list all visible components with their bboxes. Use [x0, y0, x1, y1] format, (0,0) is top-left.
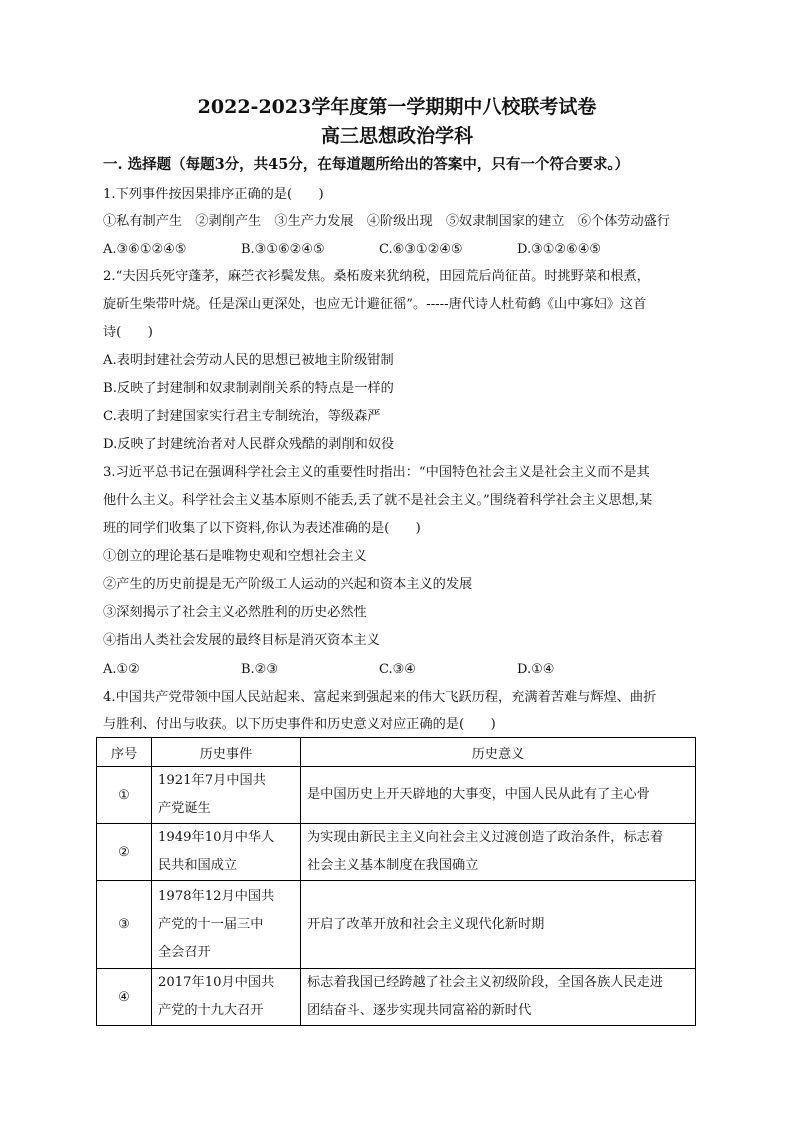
q3-item-3: ③深刻揭示了社会主义必然胜利的历史必然性 [103, 605, 367, 620]
header-meaning: 历史意义 [301, 738, 696, 767]
q2-stem-line3: 诗( ) [103, 325, 153, 340]
q3-option-a[interactable]: A.①② [103, 662, 140, 677]
q3-stem-line3: 班的同学们收集了以下资料,你认为表述准确的是( ) [103, 521, 421, 536]
q1-option-b[interactable]: B.③①⑥②④⑤ [241, 242, 325, 257]
q3-item-2: ②产生的历史前提是无产阶级工人运动的兴起和资本主义的发展 [103, 577, 473, 592]
event-line: 2017年10月中国共 [158, 975, 275, 990]
exam-subtitle: 高三思想政治学科 [320, 125, 473, 147]
row-meaning [301, 969, 696, 1026]
row-number: ③ [97, 881, 152, 969]
q1-stem: 1.下列事件按因果排序正确的是( ) [103, 187, 324, 202]
q2-option-a[interactable]: A.表明封建社会劳动人民的思想已被地主阶级钳制 [103, 353, 394, 368]
table-header-row [97, 738, 696, 767]
event-line: 民共和国成立 [158, 858, 238, 873]
row-number: ① [97, 767, 152, 824]
q4-stem-line2: 与胜利、付出与收获。以下历史事件和历史意义对应正确的是( ) [103, 717, 496, 732]
q2-option-c[interactable]: C.表明了封建国家实行君主专制统治，等级森严 [103, 409, 381, 424]
table-row [97, 767, 696, 824]
row-event [152, 881, 301, 969]
header-no: 序号 [97, 738, 152, 767]
meaning-line: 开启了改革开放和社会主义现代化新时期 [307, 916, 545, 932]
row-number: ② [97, 824, 152, 881]
q3-option-d[interactable]: D.①④ [517, 662, 555, 677]
exam-title: 2022-2023学年度第一学期期中八校联考试卷 [197, 96, 597, 118]
row-event [152, 969, 301, 1026]
meaning-line: 团结奋斗、逐步实现共同富裕的新时代 [307, 1003, 532, 1018]
q3-option-b[interactable]: B.②③ [241, 662, 278, 677]
event-line: 1921年7月中国共 [158, 773, 266, 788]
row-number: ④ [97, 969, 152, 1026]
event-line: 1978年12月中国共 [158, 888, 275, 904]
row-meaning [301, 824, 696, 881]
q2-option-b[interactable]: B.反映了封建制和奴隶制剥削关系的特点是一样的 [103, 381, 394, 396]
q2-stem-line1: 2.“夫因兵死守蓬茅，麻苎衣衫鬓发焦。桑柘废来犹纳税，田园荒后尚征苗。时挑野菜和根煮， [103, 269, 650, 284]
row-meaning [301, 881, 696, 969]
history-table [96, 737, 696, 1026]
q1-option-d[interactable]: D.③①②⑥④⑤ [517, 242, 602, 257]
q2-option-d[interactable]: D.反映了封建统治者对人民群众残酷的剥削和奴役 [103, 437, 395, 452]
event-line: 全会召开 [158, 944, 211, 960]
table-row [97, 824, 696, 881]
event-line: 产党的十九大召开 [158, 1003, 264, 1018]
section-heading: 一. 选择题（每题3分，共45分，在每道题所给出的答案中，只有一个符合要求。） [103, 156, 630, 173]
table-row [97, 969, 696, 1026]
row-meaning [301, 767, 696, 824]
q3-item-4: ④指出人类社会发展的最终目标是消灭资本主义 [103, 633, 380, 648]
q4-stem-line1: 4.中国共产党带领中国人民站起来、富起来到强起来的伟大飞跃历程，充满着苦难与辉煌、曲折 [103, 690, 657, 705]
q3-stem-line2: 他什么主义。科学社会主义基本原则不能丢,丢了就不是社会主义。”围绕着科学社会主义思想,某 [103, 493, 653, 508]
q3-option-c[interactable]: C.③④ [379, 662, 416, 677]
event-line: 1949年10月中华人 [158, 830, 275, 845]
q1-option-c[interactable]: C.⑥③①②④⑤ [379, 242, 463, 257]
q2-stem-line2: 旋斫生柴带叶烧。任是深山更深处，也应无计避征徭”。-----唐代诗人杜荀鹤《山中寡妇》这首 [103, 297, 647, 312]
q3-stem-line1: 3.习近平总书记在强调科学社会主义的重要性时指出：“中国特色社会主义是社会主义而不是其 [103, 465, 650, 480]
meaning-line: 社会主义基本制度在我国确立 [307, 858, 479, 873]
header-event: 历史事件 [152, 738, 301, 767]
table-row [97, 881, 696, 969]
row-event [152, 767, 301, 824]
event-line: 产党诞生 [158, 801, 211, 816]
meaning-line: 标志着我国已经跨越了社会主义初级阶段，全国各族人民走进 [307, 975, 664, 990]
event-line: 产党的十一届三中 [158, 916, 264, 932]
q1-option-a[interactable]: A.③⑥①②④⑤ [103, 242, 187, 257]
q1-items: ①私有制产生 ②剥削产生 ③生产力发展 ④阶级出现 ⑤奴隶制国家的建立 ⑥个体劳动盛行 [103, 214, 671, 229]
q3-item-1: ①创立的理论基石是唯物史观和空想社会主义 [103, 549, 367, 564]
meaning-line: 是中国历史上开天辟地的大事变，中国人民从此有了主心骨 [307, 787, 650, 802]
meaning-line: 为实现由新民主主义向社会主义过渡创造了政治条件，标志着 [307, 830, 664, 845]
row-event [152, 824, 301, 881]
